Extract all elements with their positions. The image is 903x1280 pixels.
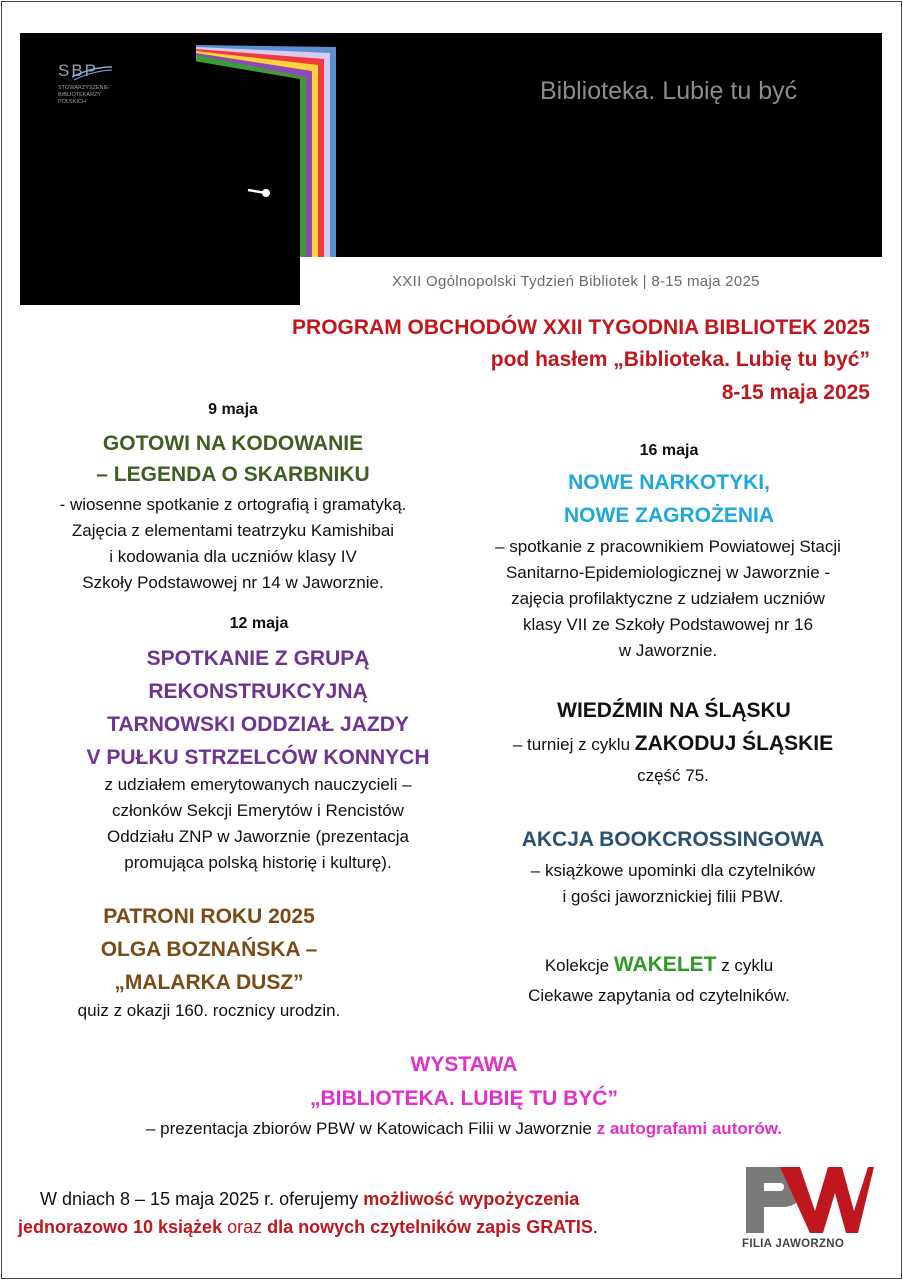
event-title-line: V PUŁKU STRZELCÓW KONNYCH [86, 746, 430, 769]
desc-line: członków Sekcji Emerytów i Rencistów [112, 801, 404, 820]
event-narkotyki-title [564, 466, 774, 532]
sbp-swoosh-icon [70, 65, 114, 81]
desc-line: Zajęcia z elementami teatrzyku Kamishibai [71, 521, 395, 540]
footer-line2 [18, 1217, 598, 1238]
desc-line: i gości jaworznickiej filii PBW. [562, 887, 784, 906]
event-wiedzmin-line [513, 732, 833, 756]
footer-text: . [592, 1217, 598, 1237]
desc-line: – spotkanie z pracownikiem Powiatowej Stacji [495, 537, 841, 556]
event-title-line: PATRONI ROKU 2025 [103, 905, 315, 928]
exhibition-title1: WYSTAWA [410, 1053, 518, 1076]
wiedzmin-prefix: – turniej z cyklu [512, 735, 635, 754]
wiedzmin-highlight: ZAKODUJ ŚLĄSKIE [634, 732, 834, 755]
event-title-line: NOWE ZAGROŻENIA [564, 504, 774, 527]
event-title-line: OLGA BOZNAŃSKA – [100, 938, 318, 961]
footer-highlight: dla nowych czytelników zapis GRATIS [267, 1217, 593, 1237]
sbp-subtitle: STOWARZYSZENIE BIBLIOTEKARZY POLSKICH [58, 85, 109, 105]
desc-line: - wiosenne spotkanie z ortografią i gramatyką. [59, 495, 407, 514]
event-wiedzmin-part: część 75. [637, 766, 709, 785]
event-bookcrossing-title: AKCJA BOOKCROSSINGOWA [521, 828, 825, 851]
event-kodowanie-desc [60, 492, 407, 596]
event-title-line: – LEGENDA O SKARBNIKU [96, 463, 370, 486]
event-bookcrossing-desc [531, 858, 815, 910]
banner-subtitle: XXII Ogólnopolski Tydzień Bibliotek | 8-15 maja 2025 [392, 273, 760, 290]
date-9-maja: 9 maja [208, 401, 258, 418]
event-patroni-desc: quiz z okazji 160. rocznicy urodzin. [77, 1001, 341, 1020]
desc-line: Sanitarno-Epidemiologicznej w Jaworznie - [505, 563, 831, 582]
event-title-line: GOTOWI NA KODOWANIE [102, 432, 364, 455]
desc-line: zajęcia profilaktyczne z udziałem uczniów [511, 589, 825, 608]
pbw-logo-text: FILIA JAWORZNO [742, 1238, 845, 1250]
event-patroni-title [101, 900, 318, 999]
date-16-maja: 16 maja [639, 442, 699, 459]
event-wakelet-line2: Ciekawe zapytania od czytelników. [528, 986, 790, 1005]
event-title-line: SPOTKANIE Z GRUPĄ [146, 647, 370, 670]
desc-line: i kodowania dla uczniów klasy IV [109, 547, 357, 566]
banner-slogan: Biblioteka. Lubię tu być [540, 77, 798, 105]
desc-line: z udziałem emerytowanych nauczycieli – [104, 775, 412, 794]
event-wakelet-line1 [545, 953, 773, 977]
desc-line: w Jaworznie. [618, 641, 718, 660]
sbp-name: SBP [58, 61, 99, 80]
desc-line: klasy VII ze Szkoły Podstawowej nr 16 [522, 615, 814, 634]
exhibition-title2: „BIBLIOTEKA. LUBIĘ TU BYĆ” [310, 1087, 618, 1110]
header-line2: pod hasłem „Biblioteka. Lubię tu być” [490, 348, 870, 371]
desc-line: – książkowe upominki dla czytelników [530, 861, 816, 880]
event-kodowanie-title [96, 428, 369, 490]
wakelet-suffix: z cyklu [716, 956, 774, 975]
event-title-line: „MALARKA DUSZ” [114, 971, 304, 994]
event-title-line: NOWE NARKOTYKI, [568, 471, 770, 494]
event-wiedzmin-title: WIEDŹMIN NA ŚLĄSKU [557, 699, 791, 722]
desc-line: promująca polską historię i kulturę). [124, 853, 392, 872]
exhibition-desc-highlight: z autografami autorów. [596, 1119, 783, 1138]
event-rekonstrukcja-title [87, 642, 430, 774]
desc-line: Szkoły Podstawowej nr 14 w Jaworznie. [82, 573, 384, 592]
banner [20, 33, 882, 305]
footer-highlight: jednorazowo 10 książek [18, 1217, 223, 1237]
wakelet-highlight: WAKELET [613, 953, 717, 976]
date-12-maja: 12 maja [229, 615, 289, 632]
event-title-line: REKONSTRUKCYJNĄ [148, 680, 368, 703]
event-title-line: TARNOWSKI ODDZIAŁ JAZDY [107, 713, 409, 736]
footer-text: W dniach 8 – 15 maja 2025 r. oferujemy [40, 1189, 364, 1209]
footer-line1 [40, 1189, 579, 1210]
pbw-logo [740, 1163, 874, 1237]
desc-line: Oddziału ZNP w Jaworznie (prezentacja [106, 827, 410, 846]
header-line3: 8-15 maja 2025 [721, 381, 870, 404]
footer-text: oraz [222, 1217, 268, 1237]
door-panel [170, 57, 300, 305]
header-line1: PROGRAM OBCHODÓW XXII TYGODNIA BIBLIOTEK 2025 [292, 316, 870, 339]
event-rekonstrukcja-desc [104, 772, 411, 876]
event-narkotyki-desc [495, 534, 841, 664]
exhibition-desc [146, 1119, 782, 1139]
wakelet-prefix: Kolekcje [544, 956, 614, 975]
exhibition-desc-text: – prezentacja zbiorów PBW w Katowicach Filii w Jaworznie [145, 1119, 597, 1138]
footer-highlight: możliwość wypożyczenia [363, 1189, 580, 1209]
